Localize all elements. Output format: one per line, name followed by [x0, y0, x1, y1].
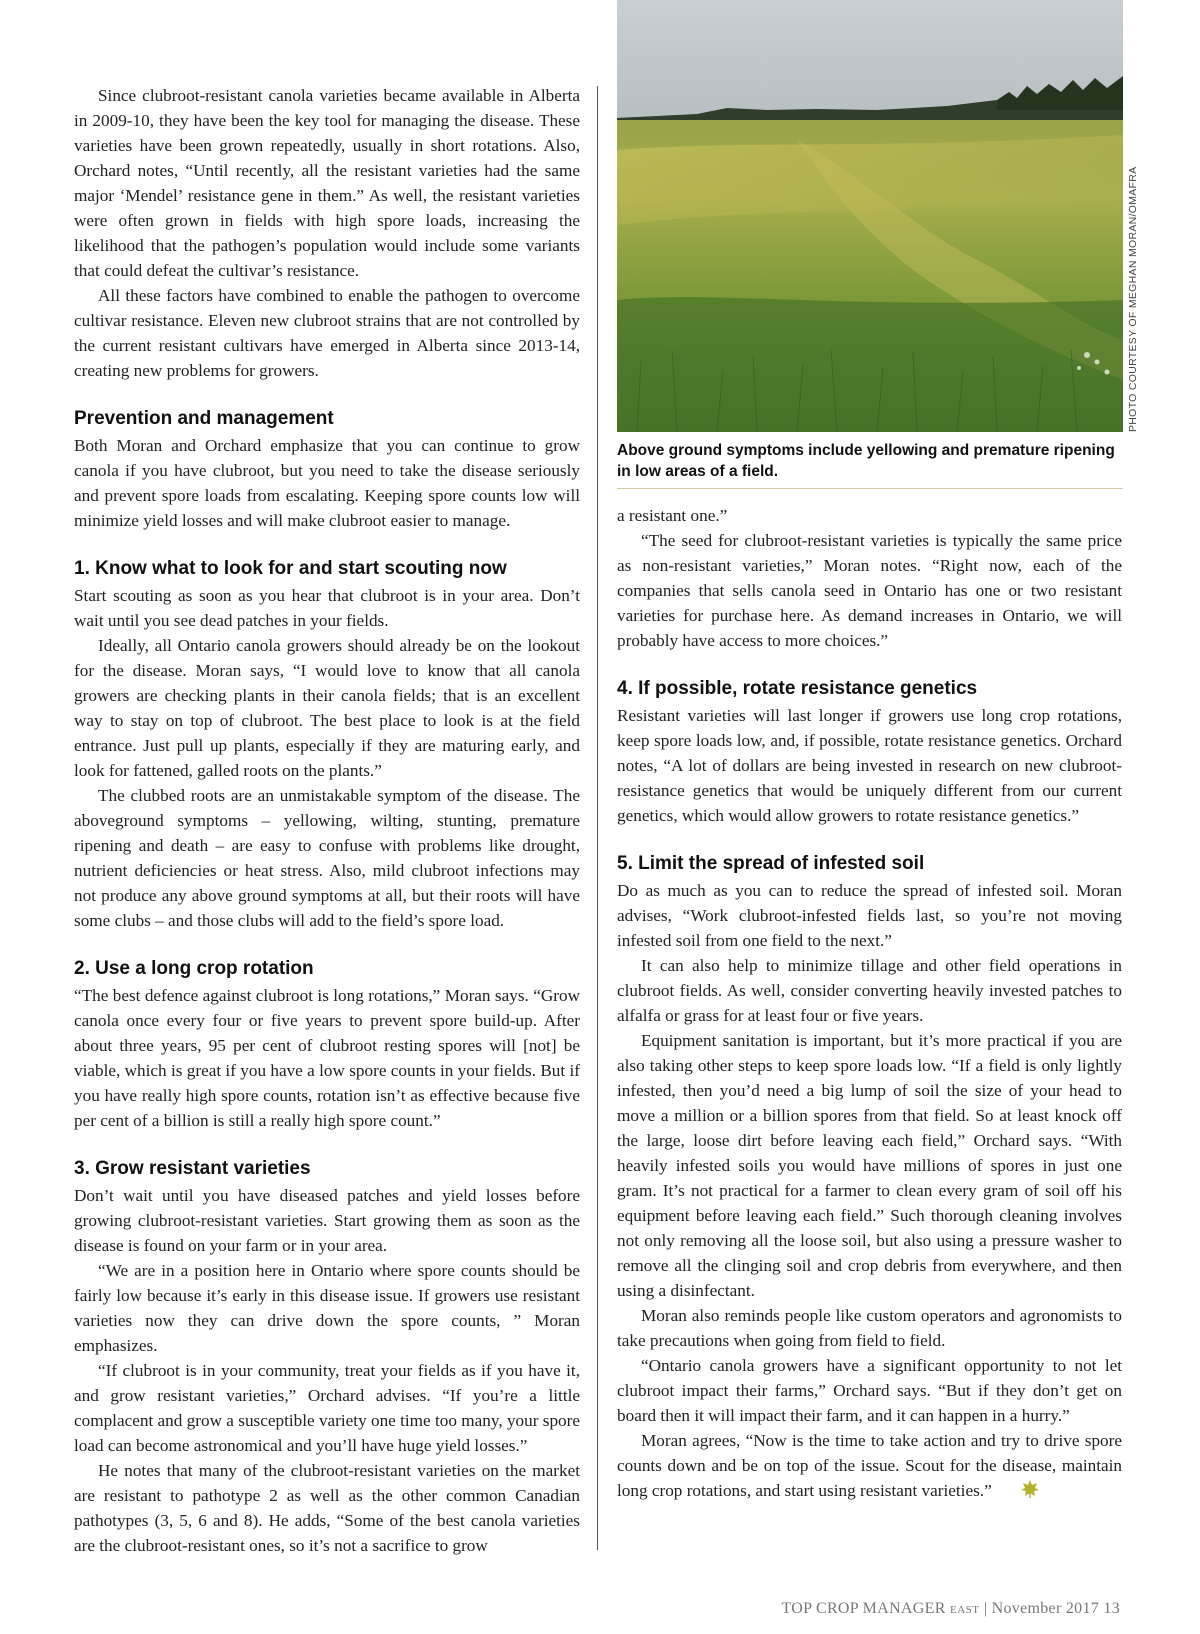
- photo-credit: PHOTO COURTESY OF MEGHAN MORAN/OMAFRA: [1127, 166, 1139, 432]
- paragraph: Start scouting as soon as you hear that clubroot is in your area. Don’t wait until you see dead patches in your fields.: [74, 586, 580, 630]
- footer-separator: |: [983, 1600, 988, 1617]
- right-column: [617, 0, 1122, 1634]
- edition-label: EAST: [950, 1604, 980, 1616]
- paragraph: Both Moran and Orchard emphasize that you can continue to grow canola if you have clubroot, but you need to take the disease seriously and prevent spore loads from escalating. Keeping spore counts low will minimize yield losses and will make clubroot easier to manage.: [74, 436, 580, 530]
- section-heading-scouting: 1. Know what to look for and start scouting now: [74, 558, 507, 579]
- photo-caption: Above ground symptoms include yellowing and premature ripening in low areas of a field.: [617, 442, 1115, 480]
- paragraph: “The seed for clubroot-resistant varieties is typically the same price as non-resistant varieties,” Moran notes. “Right now, each of the companies that sells canola seed in Ontario has one or two resistant varieties for purchase here. As demand increases in Ontario, we will probably have access to more choices.”: [617, 531, 1122, 650]
- paragraph: It can also help to minimize tillage and other field operations in clubroot fields. As well, consider converting heavily invested patches to alfalfa or grass for at least four or five years.: [617, 956, 1122, 1025]
- section-heading-prevention: Prevention and management: [74, 408, 334, 429]
- paragraph: Resistant varieties will last longer if growers use long crop rotations, keep spore loads low, and, if possible, rotate resistance genetics. Orchard notes, “A lot of dollars are being invested in research on new clubroot-resistance genetics that would be uniquely different from our current genetics, which would allow growers to rotate resistance genetics.”: [617, 706, 1122, 825]
- magazine-name: TOP CROP MANAGER: [781, 1600, 946, 1617]
- paragraph: Don’t wait until you have diseased patches and yield losses before growing clubroot-resistant varieties. Start growing them as soon as the disease is found on your farm or in your area.: [74, 1186, 580, 1255]
- paragraph: Ideally, all Ontario canola growers should already be on the lookout for the disease. Moran says, “I would love to know that all canola growers are checking plants in their canola fields; that is an excellent way to stay on top of clubroot. The best place to look is at the field entrance. Just pull up plants, especially if they are maturing early, and look for fattened, galled roots on the plants.”: [74, 636, 580, 780]
- section-heading-rotation: 2. Use a long crop rotation: [74, 958, 314, 979]
- paragraph: “Ontario canola growers have a significant opportunity to not let clubroot impact their farms,” Orchard says. “But if they don’t get on board then it will impact their farm, and it can happen in a hurry.”: [617, 1356, 1122, 1425]
- closing-text: Moran agrees, “Now is the time to take action and try to drive spore counts down and be on top of the issue. Scout for the disease, maintain long crop rotations, and start using resistant varieties.”: [617, 1431, 1122, 1500]
- paragraph: [617, 1428, 1122, 1506]
- left-column: [74, 0, 580, 1634]
- paragraph: “If clubroot is in your community, treat your fields as if you have it, and grow resistant varieties,” Orchard advises. “If you’re a little complacent and grow a susceptible variety one time too many, your spore load can become astronomical and you’ll have huge yield losses.”: [74, 1361, 580, 1455]
- leaf-icon: [996, 1479, 1040, 1506]
- paragraph: Moran also reminds people like custom operators and agronomists to take precautions when going from field to field.: [617, 1306, 1122, 1350]
- paragraph: The clubbed roots are an unmistakable symptom of the disease. The aboveground symptoms – yellowing, wilting, stunting, premature ripening and death – are easy to confuse with problems like drought, nutrient deficiencies or heat stress. Also, mild clubroot infections may not produce any above ground symptoms at all, but their roots will have some clubs – and those clubs will add to the field’s spore load.: [74, 786, 580, 930]
- section-heading-resistant-varieties: 3. Grow resistant varieties: [74, 1158, 311, 1179]
- paragraph: Equipment sanitation is important, but it’s more practical if you are also taking other steps to keep spore loads low. “If a field is only lightly infested, then you’d need a big lump of soil the size of your head to move a million or a billion spores from that field. So at least knock off the large, loose dirt before leaving each field,” Orchard says. “With heavily infested soils you would have millions of spores in just one gram. It’s not practical for a farmer to clean every gram of soil off his equipment before leaving each field.” Such thorough cleaning involves not only removing all the loose soil, but also using a pressure washer to remove all the clinging soil and crop debris from everywhere, and then using a disinfectant.: [617, 1031, 1122, 1300]
- paragraph: “The best defence against clubroot is long rotations,” Moran says. “Grow canola once every four or five years to prevent spore build-up. After about three years, 95 per cent of clubroot resting spores will [not] be viable, which is great if you have a low spore counts in your fields. But if you have really high spore counts, rotation isn’t as effective because five per cent of a billion is still a really high spore count.”: [74, 986, 580, 1130]
- paragraph: Do as much as you can to reduce the spread of infested soil. Moran advises, “Work clubroot-infested fields last, so you’re not moving infested soil from one field to the next.”: [617, 881, 1122, 950]
- paragraph: He notes that many of the clubroot-resistant varieties on the market are resistant to pathotype 2 as well as the other common Canadian pathotypes (3, 5, 6 and 8). He adds, “Some of the best canola varieties are the clubroot-resistant ones, so it’s not a sacrifice to grow: [74, 1461, 580, 1555]
- issue-date: November 2017: [991, 1600, 1100, 1617]
- column-divider: [597, 86, 598, 1550]
- page-number: 13: [1103, 1600, 1120, 1617]
- section-heading-limit-spread: 5. Limit the spread of infested soil: [617, 853, 925, 874]
- paragraph: a resistant one.”: [617, 506, 728, 525]
- paragraph: All these factors have combined to enable the pathogen to overcome cultivar resistance. Eleven new clubroot strains that are not controlled by the current resistant cultivars have emerged in Alberta since 2013-14, creating new problems for growers.: [74, 286, 580, 380]
- section-heading-rotate-genetics: 4. If possible, rotate resistance genetics: [617, 678, 978, 699]
- paragraph: “We are in a position here in Ontario where spore counts should be fairly low because it’s early in this disease issue. If growers use resistant varieties now they can drive down the spore counts, ” Moran emphasizes.: [74, 1261, 580, 1355]
- page-footer: [781, 1600, 1120, 1618]
- paragraph: Since clubroot-resistant canola varieties became available in Alberta in 2009-10, they have been the key tool for managing the disease. These varieties have been grown repeatedly, usually in short rotations. Also, Orchard notes, “Until recently, all the resistant varieties had the same major ‘Mendel’ resistance gene in them.” As well, the resistant varieties were often grown in fields with high spore loads, increasing the likelihood that the pathogen’s population would include some variants that could defeat the cultivar’s resistance.: [74, 86, 580, 280]
